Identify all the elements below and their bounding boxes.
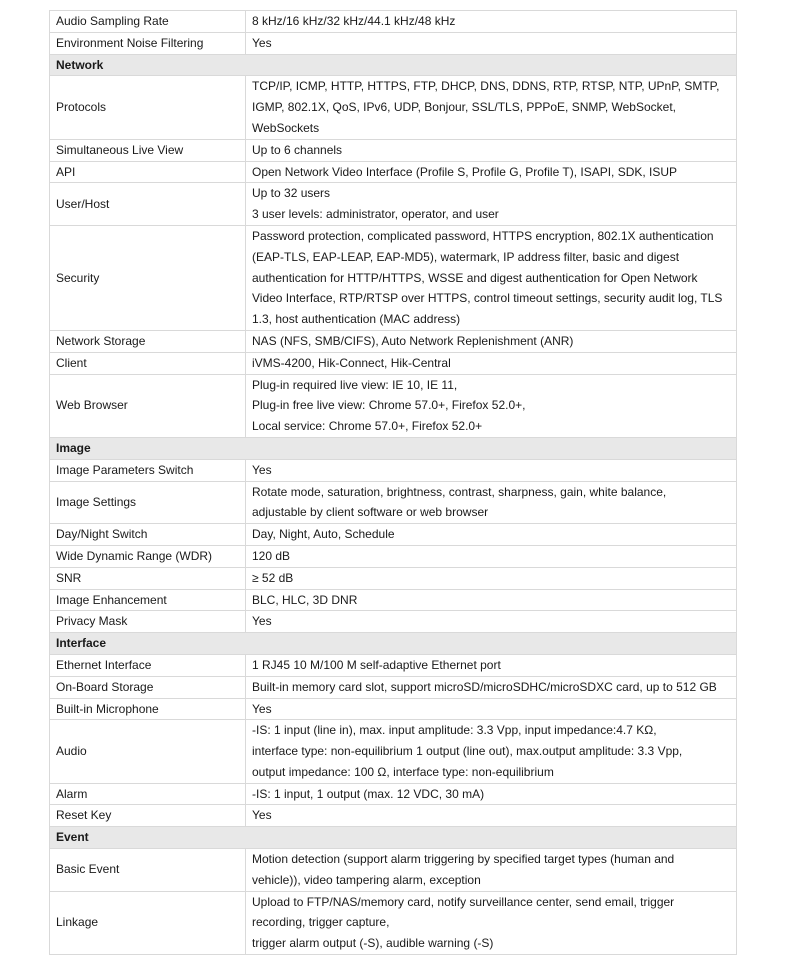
spec-value: [246, 161, 737, 183]
spec-value-line: Plug-in required live view: IE 10, IE 11,: [252, 377, 458, 392]
spec-value-line: adjustable by client software or web browser: [252, 505, 489, 520]
spec-value-line: -IS: 1 input, 1 output (max. 12 VDC, 30 mA): [252, 786, 485, 801]
spec-value-line: Day, Night, Auto, Schedule: [252, 527, 395, 542]
spec-value-line: 1.3, host authentication (MAC address): [252, 312, 461, 327]
spec-table: [49, 10, 737, 955]
spec-value-line: Yes: [252, 462, 272, 477]
spec-value: [246, 225, 737, 330]
spec-value-line: 120 dB: [252, 548, 291, 563]
spec-value: [246, 783, 737, 805]
spec-value: [246, 139, 737, 161]
spec-label: Basic Event: [50, 849, 246, 892]
spec-row-web-browser: [50, 374, 737, 437]
spec-value: [246, 481, 737, 524]
spec-value: [246, 545, 737, 567]
section-title: Image: [50, 437, 737, 459]
spec-value-line: Open Network Video Interface (Profile S, Profile G, Profile T), ISAPI, SDK, ISUP: [252, 164, 678, 179]
spec-value-line: TCP/IP, ICMP, HTTP, HTTPS, FTP, DHCP, DNS, DDNS, RTP, RTSP, NTP, UPnP, SMTP,: [252, 79, 720, 94]
spec-row-wide-dynamic-range-wdr: [50, 545, 737, 567]
spec-label: Network Storage: [50, 330, 246, 352]
section-header-event: [50, 827, 737, 849]
spec-value-line: interface type: non-equilibrium 1 output (line out), max.output amplitude: 3.3 Vpp,: [252, 744, 683, 759]
spec-value-line: Yes: [252, 614, 272, 629]
spec-value-line: Upload to FTP/NAS/memory card, notify surveillance center, send email, trigger: [252, 894, 675, 909]
spec-value: [246, 374, 737, 437]
spec-row-api: [50, 161, 737, 183]
spec-value: [246, 11, 737, 33]
spec-value-line: authentication for HTTP/HTTPS, WSSE and digest authentication for Open Network: [252, 270, 698, 285]
spec-label: Image Parameters Switch: [50, 459, 246, 481]
spec-row-on-board-storage: [50, 676, 737, 698]
spec-value-line: Rotate mode, saturation, brightness, contrast, sharpness, gain, white balance,: [252, 484, 667, 499]
spec-row-linkage: [50, 891, 737, 954]
spec-label: Audio Sampling Rate: [50, 11, 246, 33]
spec-label: Image Enhancement: [50, 589, 246, 611]
spec-row-audio: [50, 720, 737, 783]
spec-row-security: [50, 225, 737, 330]
spec-label: Audio: [50, 720, 246, 783]
section-header-interface: [50, 633, 737, 655]
spec-row-network-storage: [50, 330, 737, 352]
spec-value-line: Built-in memory card slot, support microSD/microSDHC/microSDXC card, up to 512 GB: [252, 679, 717, 694]
section-header-network: [50, 54, 737, 76]
spec-value: [246, 611, 737, 633]
spec-value-line: Password protection, complicated password, HTTPS encryption, 802.1X authentication: [252, 228, 714, 243]
spec-label: Web Browser: [50, 374, 246, 437]
spec-row-ethernet-interface: [50, 654, 737, 676]
spec-value: [246, 654, 737, 676]
section-header-image: [50, 437, 737, 459]
spec-row-image-enhancement: [50, 589, 737, 611]
spec-value-line: 1 RJ45 10 M/100 M self-adaptive Ethernet port: [252, 657, 501, 672]
spec-label: User/Host: [50, 183, 246, 226]
spec-label: Protocols: [50, 76, 246, 139]
spec-row-built-in-microphone: [50, 698, 737, 720]
spec-label: Image Settings: [50, 481, 246, 524]
spec-value: [246, 698, 737, 720]
spec-value-line: Video Interface, RTP/RTSP over HTTPS, control timeout settings, security audit log, TLS: [252, 291, 723, 306]
spec-row-simultaneous-live-view: [50, 139, 737, 161]
spec-value-line: Local service: Chrome 57.0+, Firefox 52.0+: [252, 419, 483, 434]
spec-value: [246, 183, 737, 226]
spec-label: Ethernet Interface: [50, 654, 246, 676]
spec-label: SNR: [50, 567, 246, 589]
spec-value-line: Up to 6 channels: [252, 142, 343, 157]
spec-value-line: Up to 32 users: [252, 186, 331, 201]
spec-row-basic-event: [50, 849, 737, 892]
spec-value-line: 3 user levels: administrator, operator, and user: [252, 207, 499, 222]
spec-value-line: Yes: [252, 35, 272, 50]
spec-row-alarm: [50, 783, 737, 805]
section-title: Network: [50, 54, 737, 76]
spec-value-line: -IS: 1 input (line in), max. input amplitude: 3.3 Vpp, input impedance:4.7 KΩ,: [252, 723, 657, 738]
spec-value: [246, 524, 737, 546]
spec-value-line: Yes: [252, 808, 272, 823]
spec-label: Client: [50, 352, 246, 374]
spec-value: [246, 676, 737, 698]
spec-value-line: WebSockets: [252, 120, 320, 135]
spec-value-line: ≥ 52 dB: [252, 570, 294, 585]
spec-label: Simultaneous Live View: [50, 139, 246, 161]
spec-label: Day/Night Switch: [50, 524, 246, 546]
spec-value: [246, 459, 737, 481]
spec-value: [246, 849, 737, 892]
spec-row-protocols: [50, 76, 737, 139]
section-title: Event: [50, 827, 737, 849]
spec-value-line: Motion detection (support alarm triggering by specified target types (human and: [252, 852, 675, 867]
spec-label: On-Board Storage: [50, 676, 246, 698]
spec-value: [246, 720, 737, 783]
spec-label: Environment Noise Filtering: [50, 32, 246, 54]
spec-label: Reset Key: [50, 805, 246, 827]
spec-row-day-night-switch: [50, 524, 737, 546]
spec-row-environment-noise-filtering: [50, 32, 737, 54]
spec-row-snr: [50, 567, 737, 589]
spec-row-audio-sampling-rate: [50, 11, 737, 33]
spec-row-image-settings: [50, 481, 737, 524]
spec-label: Built-in Microphone: [50, 698, 246, 720]
spec-table-body: [50, 11, 737, 955]
section-title: Interface: [50, 633, 737, 655]
spec-value: [246, 567, 737, 589]
spec-value-line: BLC, HLC, 3D DNR: [252, 592, 358, 607]
spec-value: [246, 330, 737, 352]
spec-value: [246, 32, 737, 54]
spec-row-user-host: [50, 183, 737, 226]
spec-value: [246, 891, 737, 954]
spec-value-line: iVMS-4200, Hik-Connect, Hik-Central: [252, 355, 451, 370]
spec-value: [246, 352, 737, 374]
spec-value: [246, 805, 737, 827]
spec-label: Security: [50, 225, 246, 330]
spec-label: Wide Dynamic Range (WDR): [50, 545, 246, 567]
spec-value-line: vehicle)), video tampering alarm, exception: [252, 872, 481, 887]
spec-row-image-parameters-switch: [50, 459, 737, 481]
spec-value-line: NAS (NFS, SMB/CIFS), Auto Network Replenishment (ANR): [252, 333, 574, 348]
spec-value: [246, 76, 737, 139]
spec-label: Privacy Mask: [50, 611, 246, 633]
spec-label: Alarm: [50, 783, 246, 805]
spec-value-line: recording, trigger capture,: [252, 915, 390, 930]
spec-value-line: Plug-in free live view: Chrome 57.0+, Firefox 52.0+,: [252, 398, 526, 413]
spec-row-privacy-mask: [50, 611, 737, 633]
spec-label: Linkage: [50, 891, 246, 954]
spec-value-line: Yes: [252, 701, 272, 716]
spec-value-line: (EAP-TLS, EAP-LEAP, EAP-MD5), watermark, IP address filter, basic and digest: [252, 249, 680, 264]
spec-row-reset-key: [50, 805, 737, 827]
spec-value: [246, 589, 737, 611]
spec-value-line: output impedance: 100 Ω, interface type: non-equilibrium: [252, 764, 554, 779]
spec-label: API: [50, 161, 246, 183]
spec-value-line: 8 kHz/16 kHz/32 kHz/44.1 kHz/48 kHz: [252, 14, 456, 28]
spec-value-line: IGMP, 802.1X, QoS, IPv6, UDP, Bonjour, SSL/TLS, PPPoE, SNMP, WebSocket,: [252, 100, 676, 115]
spec-value-line: trigger alarm output (-S), audible warning (-S): [252, 936, 494, 951]
spec-row-client: [50, 352, 737, 374]
